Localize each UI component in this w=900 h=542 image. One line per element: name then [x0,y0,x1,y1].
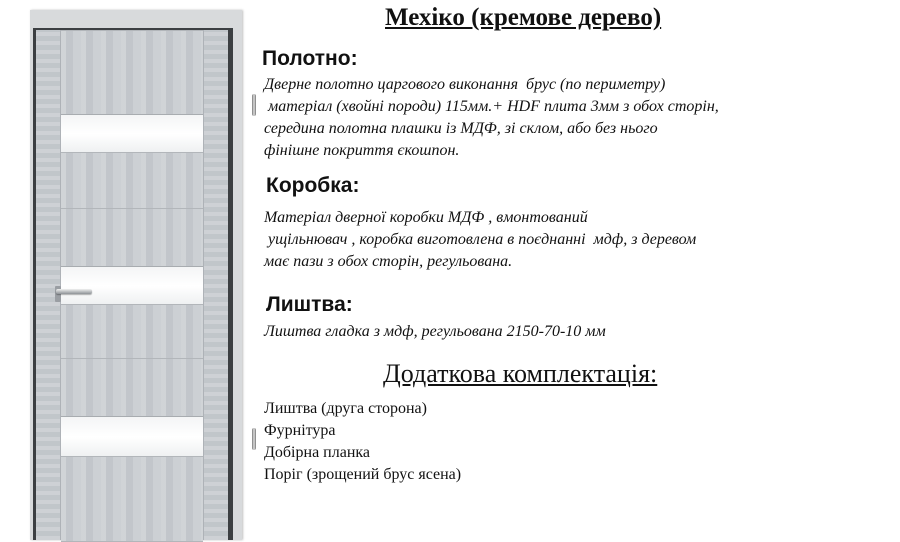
text-line: Дверне полотно царгового виконання брус (по периметру) [264,76,666,93]
door-left-stile [36,30,61,540]
text-line: Лиштва гладка з мдф, регульована 2150-70-10 мм [264,323,606,340]
list-item: Поріг (зрощений брус ясена) [264,466,462,483]
section-heading-frame: Коробка: [266,174,360,197]
door-right-stile [203,30,228,540]
door-hinge-icon [252,428,256,450]
text-line: має пази з обох сторін, регульована. [264,253,513,270]
door-image [20,10,250,540]
door-hinge-icon [252,94,256,116]
list-item: Фурнітура [264,422,336,439]
door-glass-insert [61,416,203,458]
text-line: фінішне покриття єкошпон. [264,142,460,159]
list-item: Лиштва (друга сторона) [264,400,427,417]
page-title: Мехіко (кремове дерево) [385,4,662,31]
text-line: ущільнювач , коробка виготовлена в поєднанні мдф, з деревом [264,231,697,248]
section-body-trim [264,321,606,343]
section-heading-trim: Лиштва: [266,293,353,316]
door-leaf [36,30,228,540]
section-body-frame [264,207,696,273]
door-panel [61,30,203,116]
section-heading-leaf: Полотно: [262,47,358,70]
door-panel [61,208,203,268]
door-glass-insert [61,266,203,306]
extras-list [264,398,461,486]
door-panel [61,456,203,542]
text-line: матеріал (хвойні породи) 115мм.+ HDF плита 3мм з обох сторін, [264,98,719,115]
door-panel [61,304,203,360]
text-line: середина полотна плашки із МДФ, зі склом, або без нього [264,120,658,137]
door-glass-insert [61,114,203,154]
list-item: Добірна планка [264,444,371,461]
text-line: Матеріал дверної коробки МДФ , вмонтований [264,209,588,226]
door-panel [61,358,203,418]
door-panel [61,152,203,210]
section-body-leaf [264,74,719,162]
door-handle-icon [56,289,92,294]
extras-title: Додаткова комплектація: [383,359,658,388]
